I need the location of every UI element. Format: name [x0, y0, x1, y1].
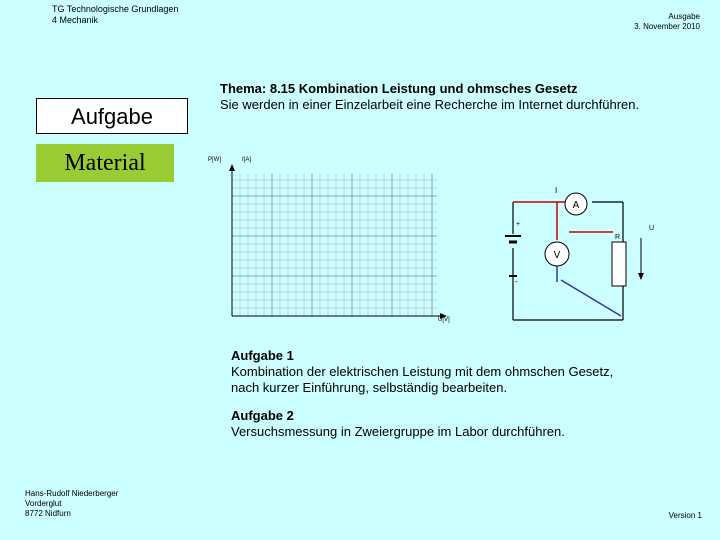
aufgabe-box: Aufgabe [36, 98, 188, 134]
author-block [25, 489, 118, 519]
author-street: Vorderglut [25, 499, 62, 508]
graph-paper [205, 152, 450, 332]
task-2-title: Aufgabe 2 [231, 408, 294, 423]
graph-grid [232, 174, 437, 316]
task-1-line1: Kombination der elektrischen Leistung mit dem ohmschen Gesetz, [231, 364, 614, 379]
task-1 [231, 348, 691, 396]
edition-label: Ausgabe [668, 12, 700, 21]
y-axis-label: P[W] [208, 157, 221, 163]
voltage-arrow-head [638, 273, 644, 280]
thema-description: Sie werden in einer Einzelarbeit eine Recherche im Internet durchführen. [220, 97, 640, 112]
ammeter-label: A [572, 200, 580, 211]
task-2-line1: Versuchsmessung in Zweiergruppe im Labor durchführen. [231, 424, 565, 439]
version-label: Version 1 [668, 511, 702, 520]
plus-sign: + [516, 221, 521, 228]
task-2 [231, 408, 691, 440]
y-axis-label-current: I[A] [242, 157, 252, 163]
minus-sign: - [515, 277, 518, 286]
x-axis-label: U[V] [438, 317, 450, 323]
thema-title: Thema: 8.15 Kombination Leistung und ohmsches Gesetz [220, 81, 578, 96]
task-1-line2: nach kurzer Einführung, selbständig bearbeiten. [231, 380, 508, 395]
thema-block [220, 81, 710, 113]
resistor-label: R [615, 234, 621, 241]
y-axis-arrow [229, 164, 235, 171]
course-subtitle: 4 Mechanik [52, 15, 99, 25]
task-1-title: Aufgabe 1 [231, 348, 294, 363]
edition-date: 3. November 2010 [634, 22, 700, 31]
voltage-label: U [649, 225, 655, 232]
circuit-diagram [495, 180, 675, 330]
voltmeter-label: V [553, 250, 561, 261]
course-header [52, 4, 178, 26]
course-title: TG Technologische Grundlagen [52, 4, 179, 14]
author-city: 8772 Nidfurn [25, 509, 71, 518]
resistor [612, 242, 626, 286]
edition-header [634, 12, 700, 32]
material-box: Material [36, 144, 174, 182]
author-name: Hans-Rudolf Niederberger [25, 489, 119, 498]
current-label: I [555, 186, 558, 195]
